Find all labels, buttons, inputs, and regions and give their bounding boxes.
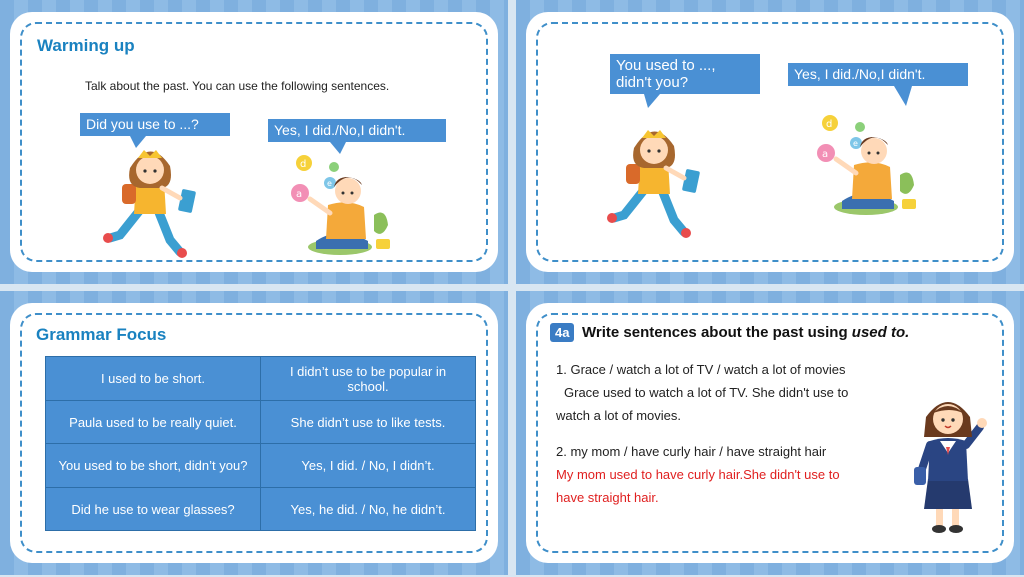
svg-text:a: a bbox=[822, 149, 829, 160]
bubble-text: Yes, I did./No,I didn't. bbox=[274, 122, 406, 138]
boy-juggling-letters-illustration bbox=[816, 115, 926, 215]
slide-warming-up bbox=[0, 0, 508, 284]
schoolgirl-waving-illustration bbox=[910, 387, 988, 537]
heading-emphasis: used to. bbox=[851, 324, 910, 341]
instruction-text: Talk about the past. You can use the following sentences. bbox=[85, 79, 390, 93]
svg-text:e: e bbox=[853, 139, 858, 148]
svg-text:e: e bbox=[327, 179, 332, 188]
speech-bubble-girl bbox=[610, 54, 760, 94]
table-cell: Yes, I did. / No, I didn’t. bbox=[261, 444, 476, 488]
speech-bubble-boy bbox=[268, 119, 446, 142]
table-cell: Paula used to be really quiet. bbox=[46, 401, 261, 444]
bubble-text: Yes, I did./No,I didn't. bbox=[794, 66, 926, 82]
table-row bbox=[46, 444, 476, 488]
table-row bbox=[46, 357, 476, 401]
speech-bubble-girl bbox=[80, 113, 230, 136]
boy-juggling-letters-illustration bbox=[290, 155, 400, 255]
dashed-border bbox=[20, 22, 488, 262]
grammar-table bbox=[45, 356, 476, 531]
svg-text:d: d bbox=[826, 119, 833, 130]
exercise-badge: 4a bbox=[550, 323, 574, 342]
answer-1-line2: watch a lot of movies. bbox=[556, 408, 681, 423]
answer-2-line2: have straight hair. bbox=[556, 490, 659, 505]
table-cell: She didn’t use to like tests. bbox=[261, 401, 476, 444]
slide-card bbox=[526, 12, 1014, 272]
bubble-text-line2: didn't you? bbox=[616, 74, 689, 91]
slide-card bbox=[526, 303, 1014, 563]
slide-card bbox=[10, 12, 498, 272]
table-cell: Yes, he did. / No, he didn’t. bbox=[261, 488, 476, 531]
heading-prefix: Write sentences about the past using bbox=[582, 324, 852, 341]
answer-2-line1: My mom used to have curly hair.She didn't use to bbox=[556, 467, 840, 482]
slide-title: Grammar Focus bbox=[36, 325, 167, 344]
slide-grammar-focus bbox=[0, 291, 508, 575]
table-row bbox=[46, 401, 476, 444]
exercise-heading bbox=[582, 324, 909, 341]
girl-with-book-illustration bbox=[604, 120, 714, 238]
answer-1-line1: Grace used to watch a lot of TV. She didn't use to bbox=[564, 385, 849, 400]
bubble-text-line1: You used to ..., bbox=[616, 57, 716, 74]
question-2: 2. my mom / have curly hair / have straight hair bbox=[556, 444, 827, 459]
table-row bbox=[46, 488, 476, 531]
table-cell: I didn’t use to be popular in school. bbox=[261, 357, 476, 401]
girl-with-book-illustration bbox=[100, 140, 210, 258]
svg-text:a: a bbox=[296, 189, 303, 200]
question-1: 1. Grace / watch a lot of TV / watch a lot of movies bbox=[556, 362, 846, 377]
slide-title: Warming up bbox=[37, 36, 135, 55]
speech-bubble-boy bbox=[788, 63, 968, 86]
svg-text:d: d bbox=[300, 159, 307, 170]
table-cell: Did he use to wear glasses? bbox=[46, 488, 261, 531]
slide-exercise-4a bbox=[516, 291, 1024, 575]
table-cell: You used to be short, didn’t you? bbox=[46, 444, 261, 488]
table-cell: I used to be short. bbox=[46, 357, 261, 401]
bubble-text: Did you use to ...? bbox=[86, 116, 199, 132]
slide-dialogue bbox=[516, 0, 1024, 284]
slide-card bbox=[10, 303, 498, 563]
